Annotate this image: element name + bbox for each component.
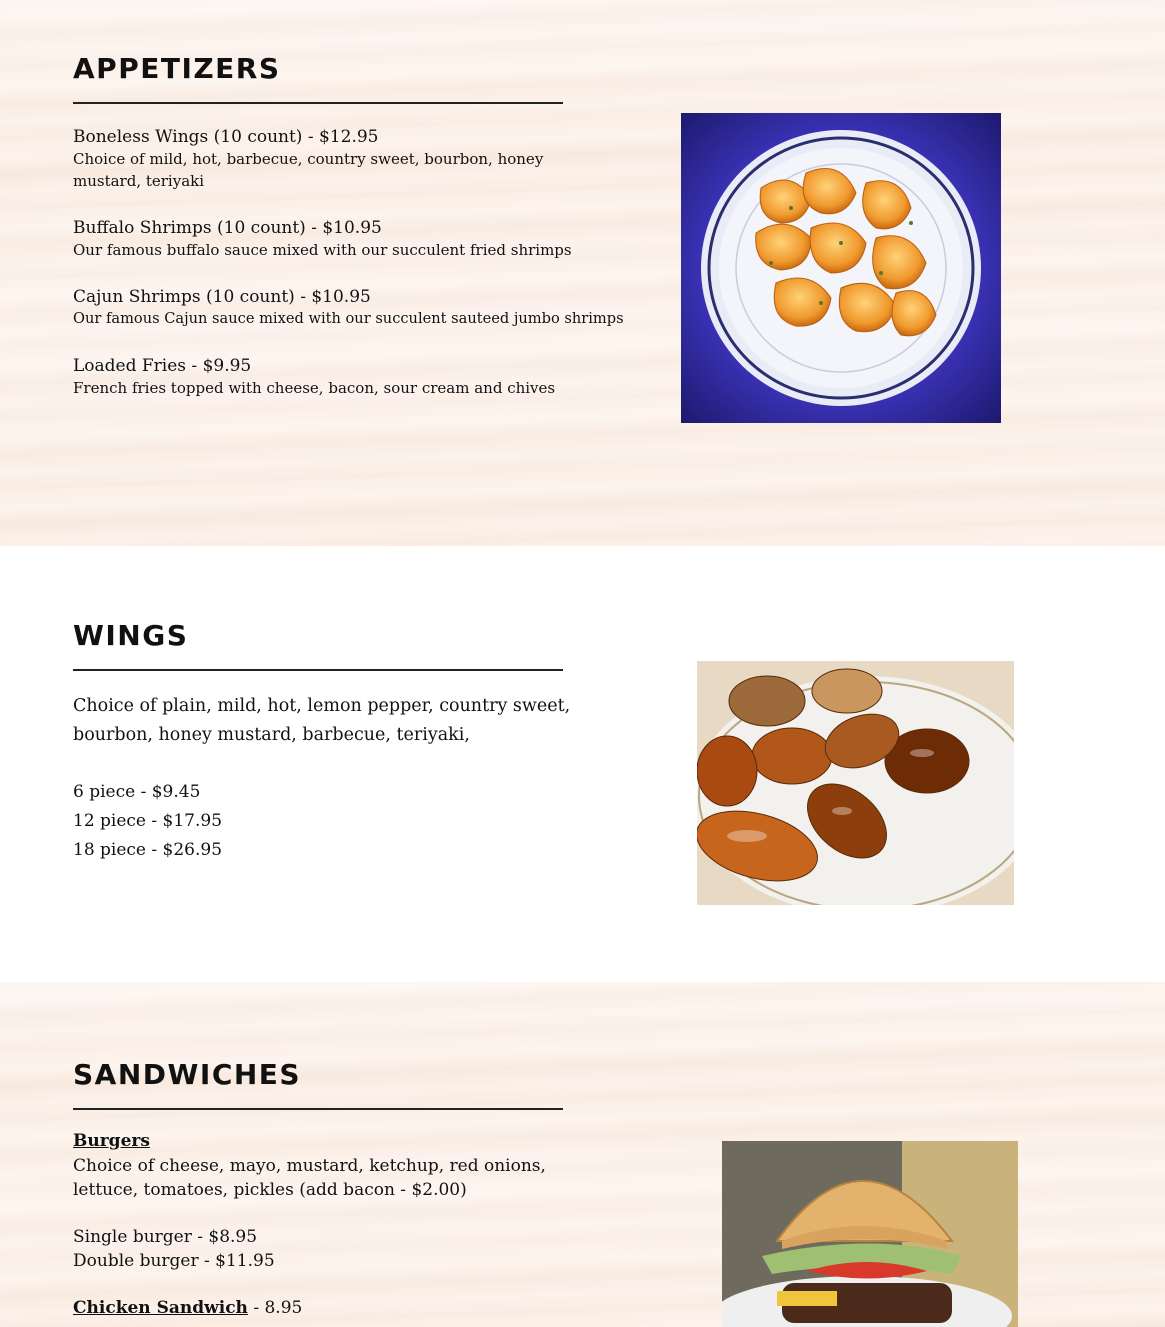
wings-plate-photo (697, 661, 1014, 905)
menu-item-desc: French fries topped with cheese, bacon, sour cream and chives (73, 379, 556, 397)
burger-photo (722, 1141, 1018, 1327)
sandwiches-section (0, 982, 1165, 1327)
wings-divider (73, 669, 563, 671)
chicken-sandwich-label: Chicken Sandwich (73, 1298, 248, 1318)
burgers-desc-line1: Choice of cheese, mayo, mustard, ketchup, red onions, (73, 1156, 546, 1176)
wings-price-6: 6 piece - $9.45 (73, 782, 201, 802)
menu-item-desc: Choice of mild, hot, barbecue, country sweet, bourbon, honey mustard, teriyaki (73, 150, 544, 190)
sandwiches-heading: SANDWICHES (73, 1058, 302, 1091)
shrimp-plate-photo (681, 113, 1001, 423)
wings-price-18: 18 piece - $26.95 (73, 840, 223, 860)
single-burger-price: Single burger - $8.95 (73, 1227, 258, 1247)
appetizers-divider (73, 102, 563, 104)
double-burger-price: Double burger - $11.95 (73, 1251, 275, 1271)
sandwiches-divider (73, 1108, 563, 1110)
menu-item-desc: Our famous Cajun sauce mixed with our succulent sauteed jumbo shrimps (73, 310, 624, 327)
menu-item-cajun-shrimps (73, 286, 633, 330)
chicken-sandwich-price: - 8.95 (247, 1298, 303, 1318)
wings-flavors-line1: Choice of plain, mild, hot, lemon pepper, country sweet, (73, 696, 571, 716)
wings-section (0, 546, 1165, 982)
menu-item-title: Cajun Shrimps (10 count) - $10.95 (73, 287, 371, 307)
menu-item-title: Boneless Wings (10 count) - $12.95 (73, 127, 379, 147)
menu-item-loaded-fries (73, 355, 633, 399)
chicken-sandwich-line (73, 1296, 302, 1320)
burgers-label: Burgers (73, 1131, 150, 1151)
wings-flavors-line2: bourbon, honey mustard, barbecue, teriyaki, (73, 725, 470, 745)
wings-heading: WINGS (73, 619, 189, 652)
appetizers-section (0, 0, 1165, 546)
burgers-desc-line2: lettuce, tomatoes, pickles (add bacon - $2.00) (73, 1180, 467, 1200)
wings-price-12: 12 piece - $17.95 (73, 811, 223, 831)
menu-item-title: Buffalo Shrimps (10 count) - $10.95 (73, 218, 382, 238)
menu-item-boneless-wings (73, 126, 633, 192)
menu-item-buffalo-shrimps (73, 217, 633, 261)
menu-item-title: Loaded Fries - $9.95 (73, 356, 252, 376)
menu-item-desc: Our famous buffalo sauce mixed with our succulent fried shrimps (73, 241, 572, 259)
appetizers-heading: APPETIZERS (73, 52, 281, 85)
